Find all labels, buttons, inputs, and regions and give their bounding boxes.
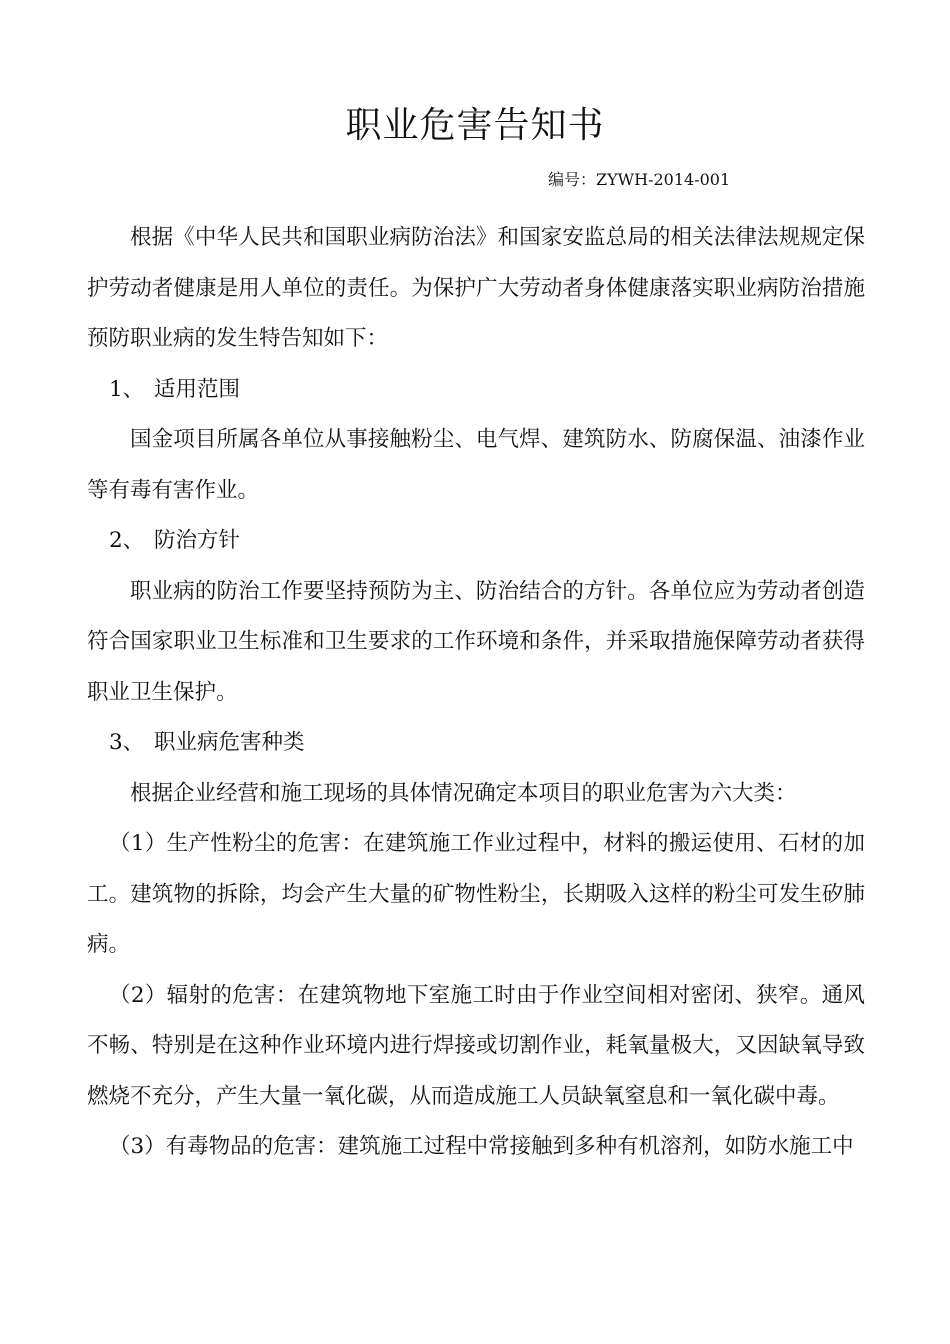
intro-paragraph: 根据《中华人民共和国职业病防治法》和国家安监总局的相关法律法规规定保护劳动者健康是用人单位的责任。为保护广大劳动者身体健康落实职业病防治措施预防职业病的发生特告知如下： — [87, 225, 865, 351]
document-title: 职业危害告知书 — [345, 105, 605, 146]
hazard-item-1: （1）生产性粉尘的危害：在建筑施工作业过程中，材料的搬运使用、石材的加工。建筑物的拆除，均会产生大量的矿物性粉尘，长期吸入这样的粉尘可发生矽肺病。 — [87, 831, 865, 957]
section-paragraph-3: 根据企业经营和施工现场的具体情况确定本项目的职业危害为六大类： — [130, 780, 797, 806]
section-heading-text: 职业病危害种类 — [154, 730, 305, 755]
section-number: 1、 — [109, 376, 145, 402]
section-heading-3 — [87, 718, 865, 769]
document-body — [87, 213, 865, 1173]
document-number: 编号：ZYWH-2014-001 — [548, 170, 731, 189]
section-number: 3、 — [109, 730, 145, 755]
section-paragraph-2: 职业病的防治工作要坚持预防为主、防治结合的方针。各单位应为劳动者创造符合国家职业卫生标准和卫生要求的工作环境和条件，并采取措施保障劳动者获得职业卫生保护。 — [87, 578, 865, 705]
section-heading-text: 适用范围 — [154, 376, 241, 402]
section-heading-2 — [87, 516, 865, 567]
hazard-item-2: （2）辐射的危害：在建筑物地下室施工时由于作业空间相对密闭、狭窄。通风不畅、特别是在这种作业环境内进行焊接或切割作业，耗氧量极大，又因缺氧导致燃烧不充分，产生大量一氧化碳，从而造成施工人员缺氧窒息和一氧化碳中毒。 — [87, 982, 865, 1109]
section-paragraph-1: 国金项目所属各单位从事接触粉尘、电气焊、建筑防水、防腐保温、油漆作业等有毒有害作业。 — [87, 427, 865, 503]
hazard-item-3: （3）有毒物品的危害：建筑施工过程中常接触到多种有机溶剂，如防水施工中 — [109, 1134, 854, 1159]
section-number: 2、 — [109, 528, 145, 553]
section-heading-text: 防治方针 — [154, 528, 241, 553]
section-heading-1 — [87, 365, 865, 416]
